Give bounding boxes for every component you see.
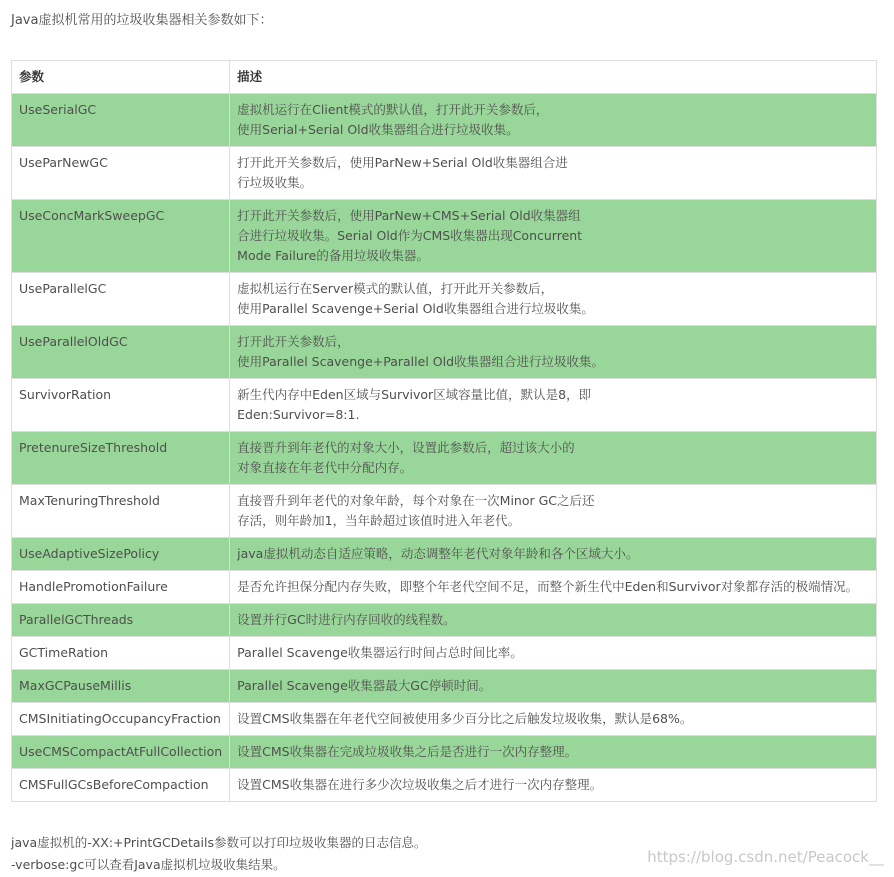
desc-cell: Parallel Scavenge收集器最大GC停顿时间。 <box>230 670 877 703</box>
footer-line-1: java虚拟机的-XX:+PrintGCDetails参数可以打印垃圾收集器的日志信息。 <box>11 835 427 850</box>
table-row <box>12 273 877 326</box>
table-row <box>12 379 877 432</box>
param-cell: ParallelGCThreads <box>12 604 230 637</box>
desc-cell: 设置CMS收集器在年老代空间被使用多少百分比之后触发垃圾收集，默认是68%。 <box>230 703 877 736</box>
desc-cell: 设置并行GC时进行内存回收的线程数。 <box>230 604 877 637</box>
desc-cell: 直接晋升到年老代的对象年龄，每个对象在一次Minor GC之后还 存活，则年龄加1，当年龄超过该值时进入年老代。 <box>230 485 877 538</box>
desc-cell: 设置CMS收集器在完成垃圾收集之后是否进行一次内存整理。 <box>230 736 877 769</box>
param-cell: GCTimeRation <box>12 637 230 670</box>
param-cell: UseConcMarkSweepGC <box>12 200 230 273</box>
desc-cell: 是否允许担保分配内存失败，即整个年老代空间不足，而整个新生代中Eden和Survivor对象都存活的极端情况。 <box>230 571 877 604</box>
gc-params-table <box>11 60 877 802</box>
table-row <box>12 769 877 802</box>
param-cell: SurvivorRation <box>12 379 230 432</box>
table-row <box>12 637 877 670</box>
param-cell: CMSInitiatingOccupancyFraction <box>12 703 230 736</box>
table-row <box>12 538 877 571</box>
table-row <box>12 326 877 379</box>
desc-cell: 新生代内存中Eden区域与Survivor区域容量比值，默认是8，即 Eden:Survivor=8:1. <box>230 379 877 432</box>
desc-cell: 直接晋升到年老代的对象大小，设置此参数后，超过该大小的 对象直接在年老代中分配内存。 <box>230 432 877 485</box>
param-cell: UseSerialGC <box>12 94 230 147</box>
table-row <box>12 147 877 200</box>
param-cell: MaxTenuringThreshold <box>12 485 230 538</box>
param-cell: UseParallelGC <box>12 273 230 326</box>
footer-line-2: -verbose:gc可以查看Java虚拟机垃圾收集结果。 <box>11 857 286 872</box>
table-row <box>12 200 877 273</box>
desc-cell: 打开此开关参数后，使用ParNew+CMS+Serial Old收集器组 合进行垃圾收集。Serial Old作为CMS收集器出现Concurrent Mode Failure的备用垃圾收集器。 <box>230 200 877 273</box>
param-cell: UseParallelOldGC <box>12 326 230 379</box>
desc-cell: 虚拟机运行在Client模式的默认值，打开此开关参数后， 使用Serial+Serial Old收集器组合进行垃圾收集。 <box>230 94 877 147</box>
param-cell: PretenureSizeThreshold <box>12 432 230 485</box>
desc-cell: 打开此开关参数后， 使用Parallel Scavenge+Parallel Old收集器组合进行垃圾收集。 <box>230 326 877 379</box>
table-header-row <box>12 61 877 94</box>
param-cell: CMSFullGCsBeforeCompaction <box>12 769 230 802</box>
param-cell: UseAdaptiveSizePolicy <box>12 538 230 571</box>
table-row <box>12 703 877 736</box>
table-row <box>12 670 877 703</box>
param-cell: MaxGCPauseMillis <box>12 670 230 703</box>
header-desc: 描述 <box>230 61 877 94</box>
param-cell: UseParNewGC <box>12 147 230 200</box>
table-row <box>12 604 877 637</box>
intro-text: Java虚拟机常用的垃圾收集器相关参数如下： <box>11 13 273 28</box>
table-row <box>12 571 877 604</box>
header-param: 参数 <box>12 61 230 94</box>
desc-cell: 设置CMS收集器在进行多少次垃圾收集之后才进行一次内存整理。 <box>230 769 877 802</box>
param-cell: HandlePromotionFailure <box>12 571 230 604</box>
watermark: https://blog.csdn.net/Peacock__ <box>647 848 884 866</box>
desc-cell: Parallel Scavenge收集器运行时间占总时间比率。 <box>230 637 877 670</box>
table-row <box>12 485 877 538</box>
desc-cell: 虚拟机运行在Server模式的默认值，打开此开关参数后， 使用Parallel Scavenge+Serial Old收集器组合进行垃圾收集。 <box>230 273 877 326</box>
desc-cell: java虚拟机动态自适应策略，动态调整年老代对象年龄和各个区域大小。 <box>230 538 877 571</box>
param-cell: UseCMSCompactAtFullCollection <box>12 736 230 769</box>
table-row <box>12 432 877 485</box>
desc-cell: 打开此开关参数后，使用ParNew+Serial Old收集器组合进 行垃圾收集。 <box>230 147 877 200</box>
table-row <box>12 736 877 769</box>
table-row <box>12 94 877 147</box>
